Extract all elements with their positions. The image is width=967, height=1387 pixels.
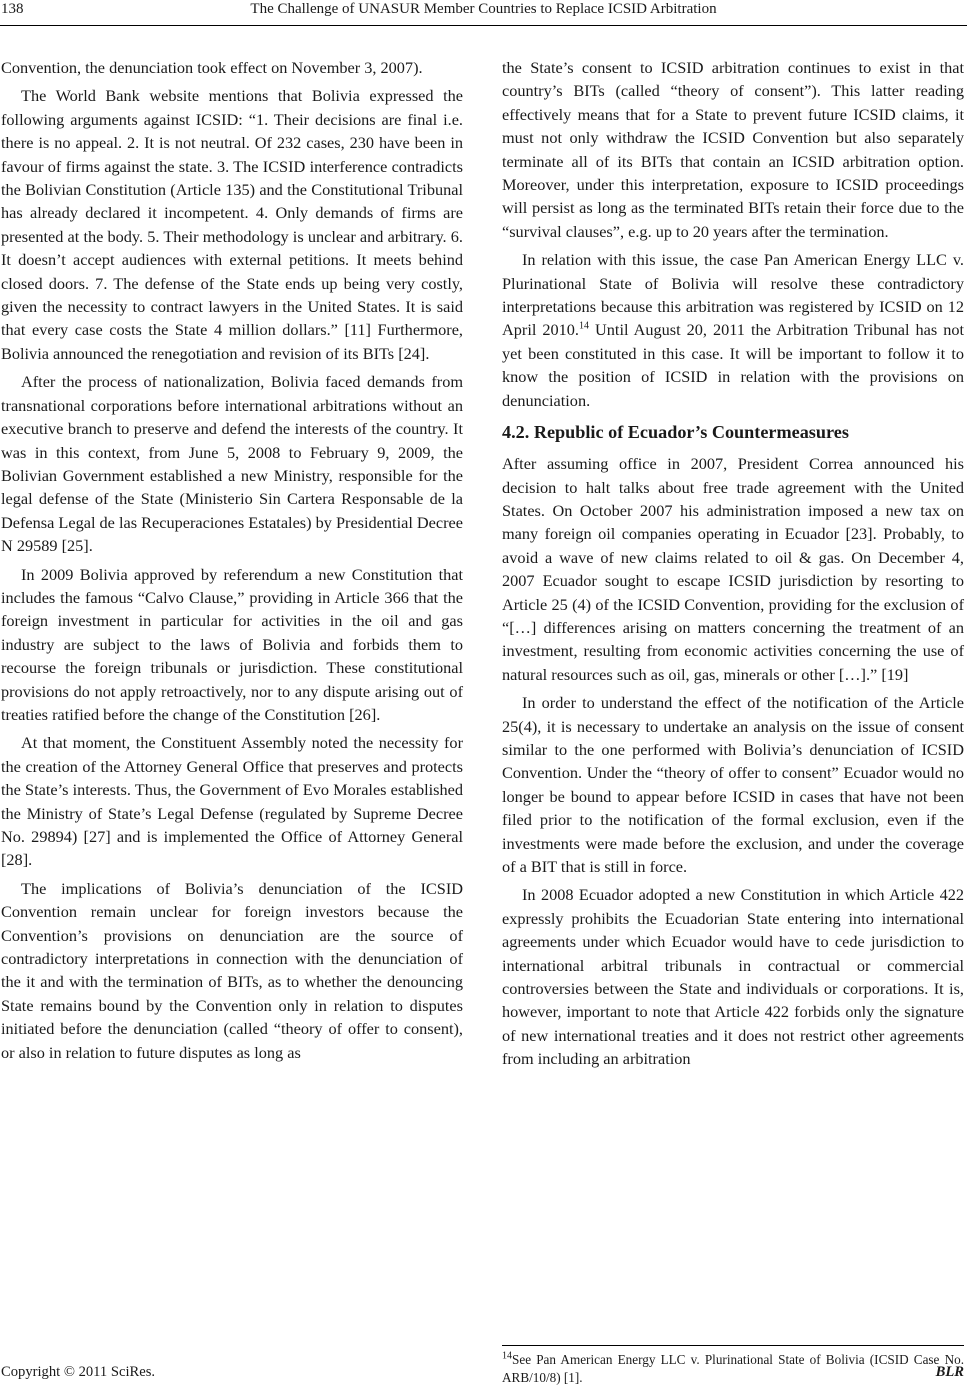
- running-title: The Challenge of UNASUR Member Countries to Replace ICSID Arbitration: [250, 1, 717, 17]
- paragraph-text: Until August 20, 2011 the Arbitration Tribunal has not yet been constituted in this case. It will be important to follow it to know the position of ICSID in relation with the provisions on denunciation.: [502, 320, 965, 410]
- paragraph: In 2009 Bolivia approved by referendum a new Constitution that includes the famous “Calvo Clause,” providing in Article 366 that the foreign investment in particular for activities in the oil and gas industry are subject to the laws of Bolivia and forbids them to recourse the foreign tribunals or jurisdiction. These constitutional provisions do not apply retroactively, nor to any dispute arising out of treaties ratified before the change of the Constitution [26].: [1, 564, 463, 724]
- footnote-number: 14: [502, 1350, 512, 1362]
- footnote-text: See Pan American Energy LLC v. Plurinational State of Bolivia (ICSID Case No. ARB/10/8) [1].: [502, 1352, 964, 1385]
- paragraph: After the process of nationalization, Bolivia faced demands from transnational corporations before international arbitrations without an executive branch to preserve and defend the interests of the country. It was in this context, from June 5, 2008 to February 9, 2009, the Bolivian Government established a new Ministry, responsible for the legal defense of the State (Ministerio Sin Cartera Responsable de la Defensa Legal de las Recuperaciones Estatales) by Presidential Decree N 29589 [25].: [1, 372, 463, 556]
- paragraph: The World Bank website mentions that Bolivia expressed the following arguments against ICSID: “1. Their decisions are final i.e. there is no appeal. 2. It is not neutral. Of 232 cases, 230 have been in favour of firms against the state. 3. The ICSID interference contradicts the Bolivian Constitution (Article 135) and the Constitutional Tribunal has already declared it incompetent. 4. Only demands of firms are presented at the body. 5. Their methodology is unclear and arbitrary. 6. It doesn’t accept audiences with external petitions. It meets behind closed doors. 7. The defense of the State ends up being very costly, given the necessity to contract lawyers in the United States. It is said that every case costs the State 4 million dollars.” [11] Furthermore, Bolivia announced the renegotiation and revision of its BITs [24].: [1, 86, 463, 363]
- paragraph: In order to understand the effect of the notification of the Article 25(4), it is necessary to undertake an analysis on the issue of consent similar to the one performed with Bolivia’s denunciation of ICSID Convention. Under the “theory of offer to consent” Ecuador would no longer be bound to appear before ICSID in cases that have not been filed prior to the notification of the formal exclusion, even if the investments were made before the exclusion, and under the coverage of a BIT that is still in force.: [502, 693, 964, 876]
- paragraph: the State’s consent to ICSID arbitration continues to exist in that country’s BITs (called “theory of consent”). This latter reading effectively means that for a State to prevent future ICSID claims, it must not only withdraw the ICSID Convention but also separately terminate all of its BITs that contain an ICSID arbitration option. Moreover, under this interpretation, exposure to ICSID proceedings will persist as long as the terminated BITs retain their force due to the “survival clauses”, e.g. up to 20 years after the termination.: [502, 58, 964, 241]
- paragraph: Convention, the denunciation took effect on November 3, 2007).: [1, 58, 423, 77]
- right-column: [502, 56, 964, 1071]
- footnote-rule: [502, 1345, 964, 1346]
- section-heading: 4.2. Republic of Ecuador’s Countermeasures: [502, 422, 849, 443]
- paragraph: In 2008 Ecuador adopted a new Constitution in which Article 422 expressly prohibits the Ecuadorian State entering into international agreements under which Ecuador would have to cede jurisdiction to international arbitral tribunals in contractual or commercial controversies between the State and individuals or corporations. It is, however, important to note that Article 422 forbids only the signature of new international treaties and it does not restrict other agreements from including an arbitration: [502, 885, 964, 1069]
- paragraph-text: In relation with this issue, the case Pan American Energy LLC v. Plurinational State of Bolivia will resolve these contradictory interpretations because this arbitration was registered by ICSID on 12 April 2010.: [502, 250, 964, 340]
- page-footer: [0, 1364, 967, 1386]
- paragraph: At that moment, the Constituent Assembly noted the necessity for the creation of the Attorney General Office that preserves and protects the State’s interests. Thus, the Government of Evo Morales established the Ministry of State’s Legal Defense (regulated by Supreme Decree No. 29894) [27] and is implemented the Office of Attorney General [28].: [1, 733, 463, 870]
- paragraph: The implications of Bolivia’s denunciation of the ICSID Convention remain unclear for foreign investors because the Convention’s provisions on denunciation are the source of contradictory interpretations in connection with the denunciation of the it and with the termination of BITs, as to whether the denouncing State remains bound by the Convention only in relation to disputes initiated before the denunciation (called “theory of offer to consent), or also in relation to future disputes as long as: [1, 878, 463, 1062]
- footnote-marker: 14: [579, 321, 590, 333]
- paragraph: [502, 248, 964, 412]
- page-header: [0, 0, 967, 30]
- page-number: 138: [1, 1, 24, 17]
- journal-abbreviation: BLR: [935, 1364, 964, 1380]
- copyright-notice: Copyright © 2011 SciRes.: [1, 1364, 156, 1380]
- paragraph: After assuming office in 2007, President Correa announced his decision to halt talks about free trade agreement with the United States. On October 2007 his administration imposed a new tax on many foreign oil companies operating in Ecuador [23]. Probably, to avoid a wave of new claims related to oil & gas. On December 4, 2007 Ecuador sought to escape ICSID jurisdiction by resorting to Article 25 (4) of the ICSID Convention, providing for the exclusion of “[…] differences arising on matters concerning the treatment of an investment, resulting from economic activities concerning the use of natural resources such as oil, gas, minerals or other […].” [19]: [502, 454, 964, 684]
- left-column: [1, 56, 463, 1064]
- header-rule: [0, 25, 967, 26]
